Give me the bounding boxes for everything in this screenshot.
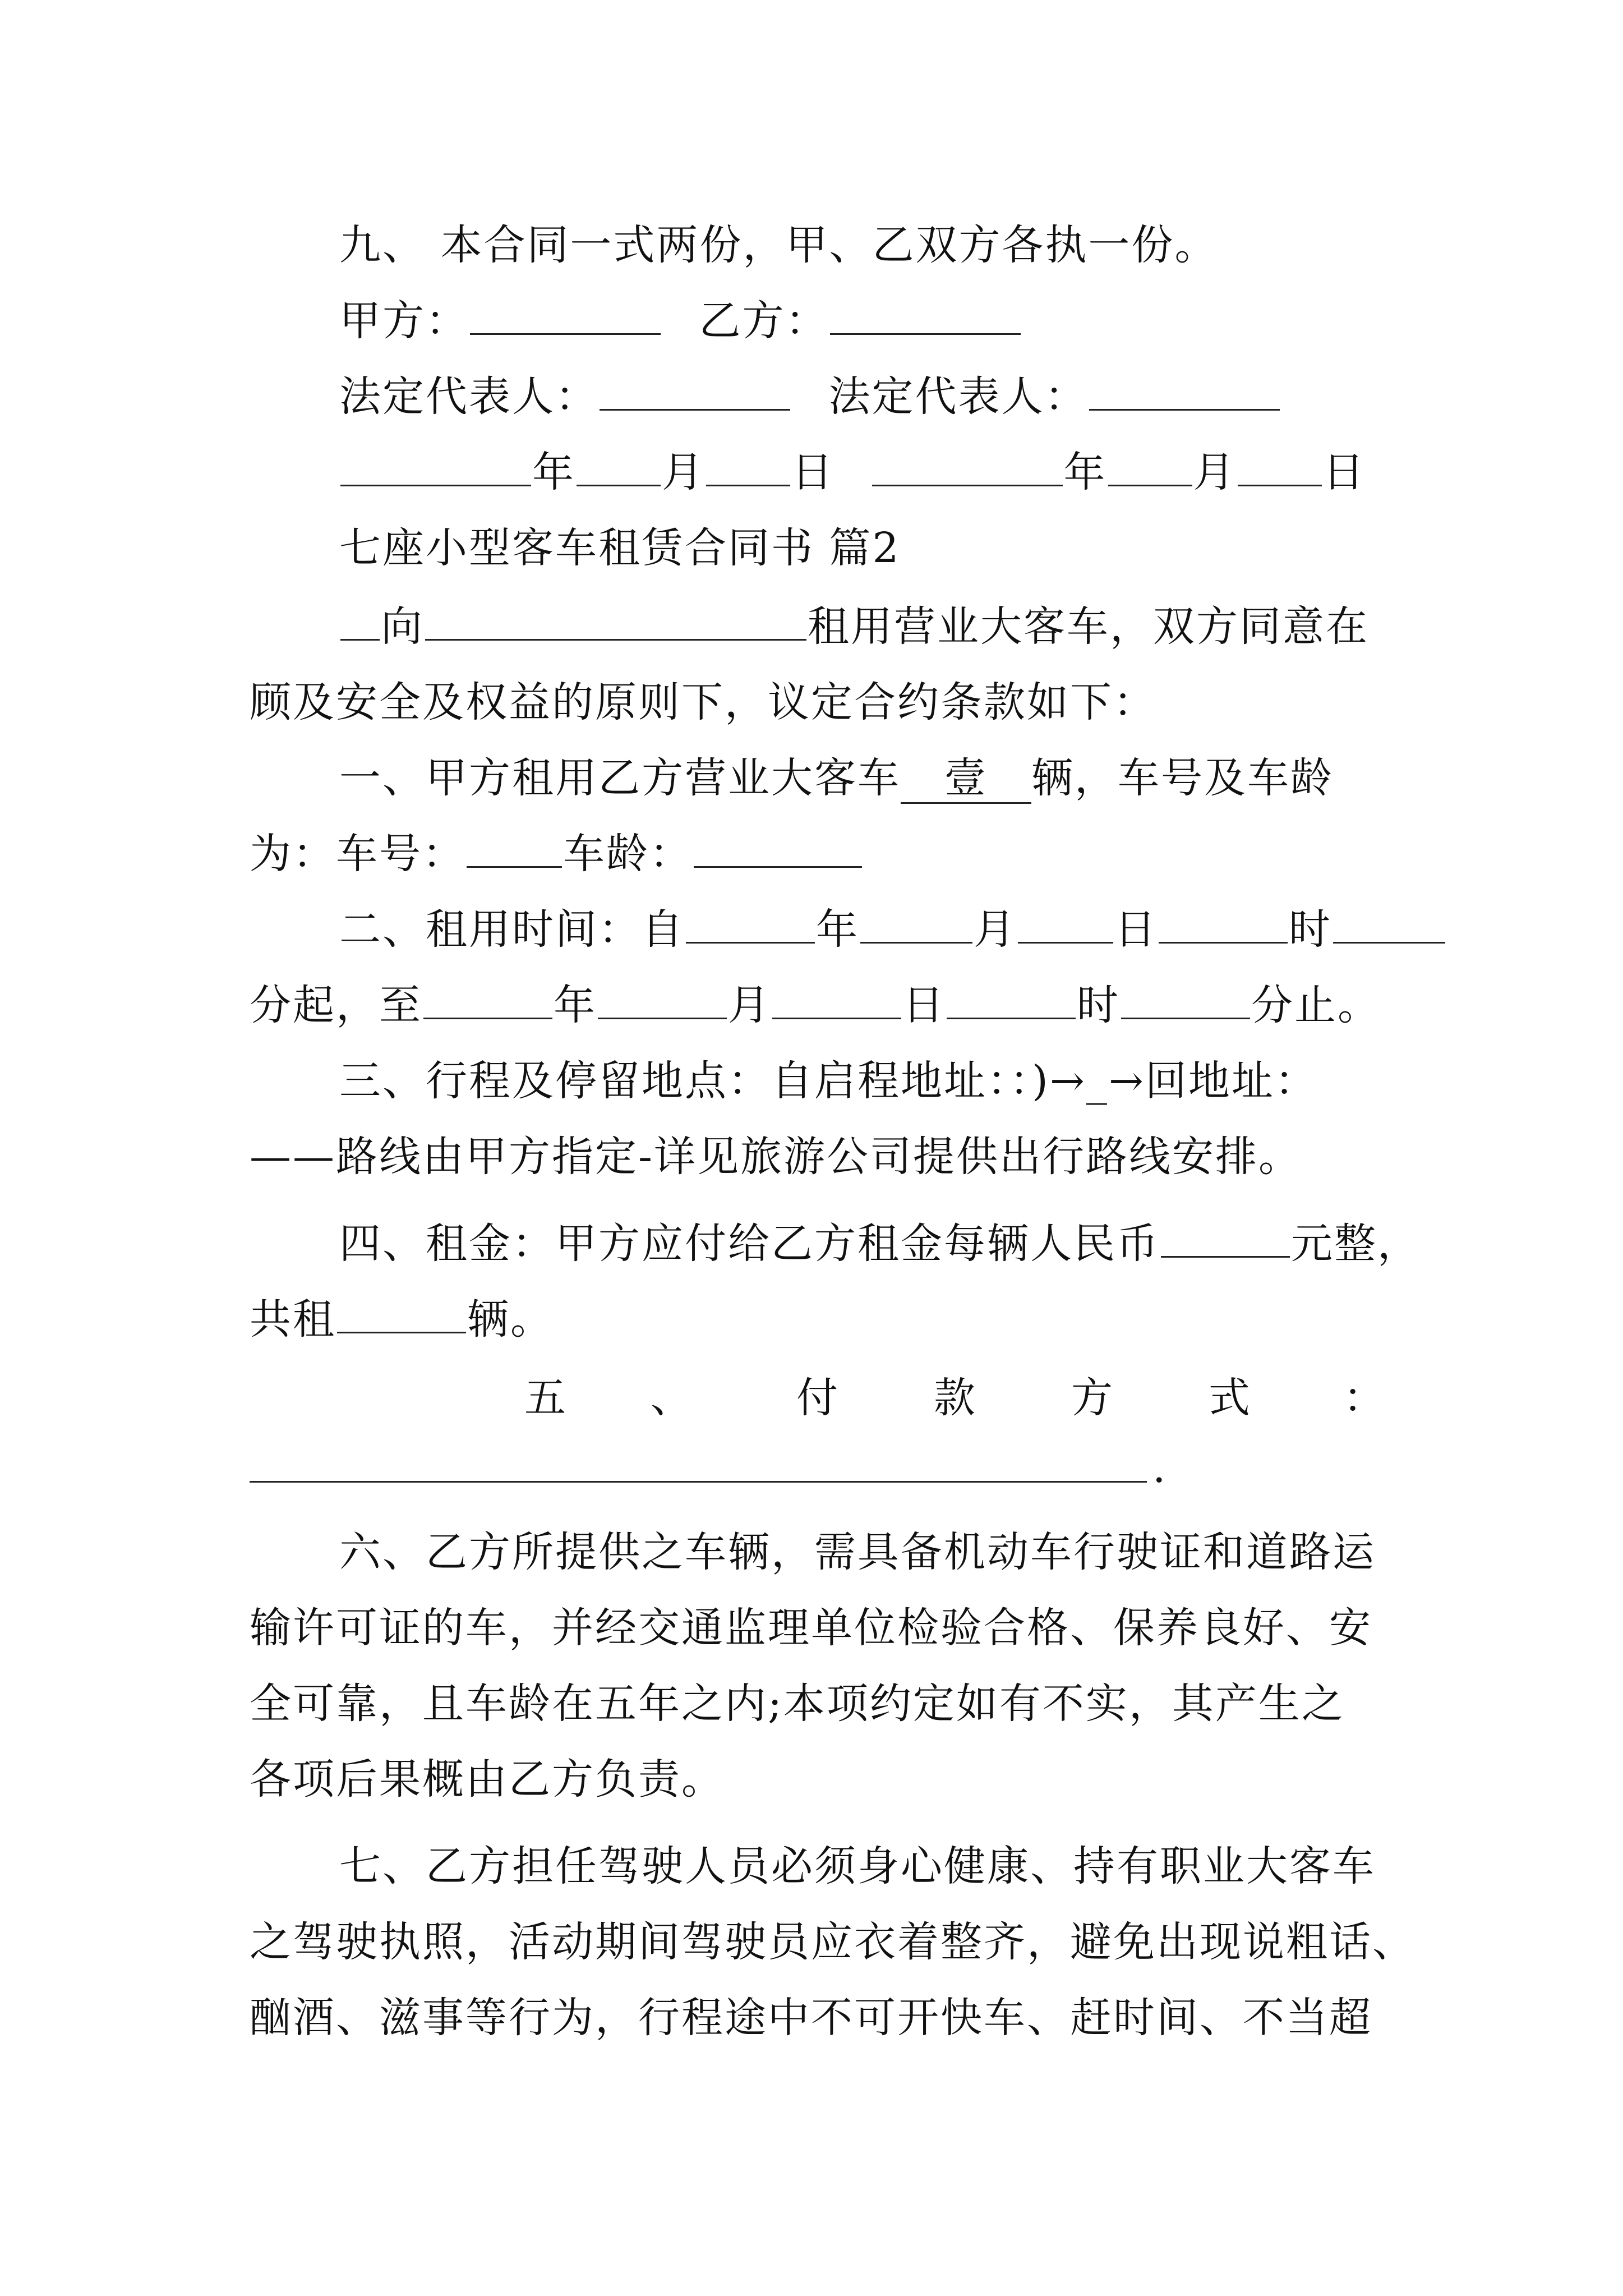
rent-count-unit: 辆。	[467, 1295, 554, 1343]
intro-line-2: 顾及安全及权益的原则下，议定合约条款如下：	[250, 678, 1156, 726]
clause-five-char-3: 付	[796, 1374, 840, 1422]
date-b-month-label: 月	[1193, 448, 1237, 496]
intro-to: 向	[381, 602, 424, 651]
plate-label: 为：车号：	[250, 830, 465, 878]
date-b-day-label: 日	[1322, 448, 1366, 496]
intro-line-1	[339, 602, 1369, 651]
date-b-year-label: 年	[1063, 448, 1107, 496]
party-b-blank[interactable]	[830, 302, 1021, 335]
date-a-month-label: 月	[662, 448, 705, 496]
start-day-label: 日	[1114, 905, 1158, 954]
rent-amount-label: 四、租金：甲方应付给乙方租金每辆人民币	[339, 1220, 1160, 1268]
payment-method-end: .	[1152, 1444, 1168, 1492]
section-title: 七座小型客车租赁合同书 篇2	[339, 524, 901, 572]
clause-five-char-5: 方	[1071, 1374, 1114, 1422]
signature-parties	[339, 297, 1022, 345]
clause-two-line-1	[339, 905, 1446, 954]
start-year-label: 年	[816, 905, 859, 954]
clause-three-line-1: 三、行程及停留地点：自启程地址：：)→_→回地址：	[339, 1057, 1318, 1105]
date-a-day-blank[interactable]	[706, 453, 790, 486]
vehicle-age-label: 车龄：	[563, 830, 693, 878]
start-month-blank[interactable]	[860, 910, 972, 944]
rent-count-blank[interactable]	[337, 1300, 466, 1333]
clause-one-line-2	[250, 830, 863, 878]
start-minute-blank[interactable]	[1333, 910, 1445, 944]
clause-six-line-1: 六、乙方所提供之车辆，需具备机动车行驶证和道路运	[339, 1528, 1376, 1576]
clause-seven-line-2: 之驾驶执照，活动期间驾驶员应衣着整齐，避免出现说粗话、	[250, 1918, 1415, 1966]
end-year-label: 年	[554, 981, 597, 1029]
clause-nine: 九、 本合同一式两份，甲、乙双方各执一份。	[339, 221, 1218, 269]
clause-six-line-2: 输许可证的车，并经交通监理单位检验合格、保养良好、安	[250, 1604, 1372, 1652]
clause-seven-line-3: 酗酒、滋事等行为，行程途中不可开快车、赶时间、不当超	[250, 1994, 1372, 2042]
rent-amount-blank[interactable]	[1161, 1225, 1290, 1258]
clause-six-line-3: 全可靠，且车龄在五年之内;本项约定如有不实，其产生之	[250, 1680, 1345, 1728]
clause-two-line-2	[250, 981, 1381, 1029]
rent-time-label: 二、租用时间：自	[339, 905, 685, 954]
end-month-label: 月	[728, 981, 771, 1029]
clause-one-text-b: 辆，车号及车龄	[1031, 754, 1334, 802]
clause-five-char-1: 五	[524, 1374, 568, 1422]
end-month-blank[interactable]	[598, 986, 727, 1019]
date-b-month-blank[interactable]	[1108, 453, 1192, 486]
rent-until-label: 分起，至	[250, 981, 422, 1029]
clause-five-char-4: 款	[934, 1374, 977, 1422]
start-day-blank[interactable]	[1018, 910, 1113, 944]
clause-one-text-a: 一、甲方租用乙方营业大客车	[339, 754, 901, 802]
end-year-blank[interactable]	[423, 986, 552, 1019]
end-minute-label: 分止。	[1251, 981, 1381, 1029]
clause-three-line-2: ——路线由甲方指定-详见旅游公司提供出行路线安排。	[250, 1133, 1302, 1181]
rent-amount-unit: 元整，	[1291, 1220, 1421, 1268]
start-hour-label: 时	[1289, 905, 1332, 954]
date-a-year-blank[interactable]	[340, 453, 531, 486]
legal-rep-a-label: 法定代表人：	[339, 372, 598, 421]
clause-one-line-1	[339, 754, 1334, 802]
clause-five-char-7: ：	[1343, 1374, 1386, 1422]
clause-five-char-2: 、	[651, 1374, 694, 1422]
start-year-blank[interactable]	[686, 910, 815, 944]
start-hour-blank[interactable]	[1159, 910, 1288, 944]
clause-four-line-2	[250, 1295, 554, 1343]
clause-five-char-6: 式	[1209, 1374, 1252, 1422]
clause-seven-line-1: 七、乙方担任驾驶人员必须身心健康、持有职业大客车	[339, 1842, 1376, 1890]
intro-rest: 租用营业大客车，双方同意在	[808, 602, 1369, 651]
party-a-label: 甲方：	[339, 297, 469, 345]
lessee-blank[interactable]	[340, 608, 380, 641]
rent-count-label: 共租	[250, 1295, 336, 1343]
legal-rep-a-blank[interactable]	[600, 378, 790, 411]
party-a-blank[interactable]	[470, 302, 661, 335]
vehicle-quantity[interactable]: 壹	[901, 754, 1031, 804]
end-day-label: 日	[902, 981, 946, 1029]
legal-rep-b-label: 法定代表人：	[828, 372, 1088, 421]
start-month-label: 月	[974, 905, 1017, 954]
clause-six-line-4: 各项后果概由乙方负责。	[250, 1755, 725, 1803]
signature-dates	[339, 448, 1366, 496]
payment-method-blank[interactable]	[250, 1481, 1147, 1483]
end-minute-blank[interactable]	[1121, 986, 1250, 1019]
lessor-blank[interactable]	[425, 608, 806, 641]
party-b-label: 乙方：	[699, 297, 829, 345]
plate-blank[interactable]	[467, 835, 562, 868]
legal-rep-b-blank[interactable]	[1089, 378, 1280, 411]
date-a-year-label: 年	[532, 448, 575, 496]
vehicle-age-blank[interactable]	[694, 835, 862, 868]
date-b-year-blank[interactable]	[872, 453, 1063, 486]
end-day-blank[interactable]	[772, 986, 901, 1019]
end-hour-label: 时	[1077, 981, 1120, 1029]
date-b-day-blank[interactable]	[1238, 453, 1322, 486]
date-a-day-label: 日	[791, 448, 834, 496]
end-hour-blank[interactable]	[947, 986, 1076, 1019]
legal-reps	[339, 372, 1281, 421]
date-a-month-blank[interactable]	[577, 453, 661, 486]
clause-four-line-1	[339, 1220, 1421, 1268]
